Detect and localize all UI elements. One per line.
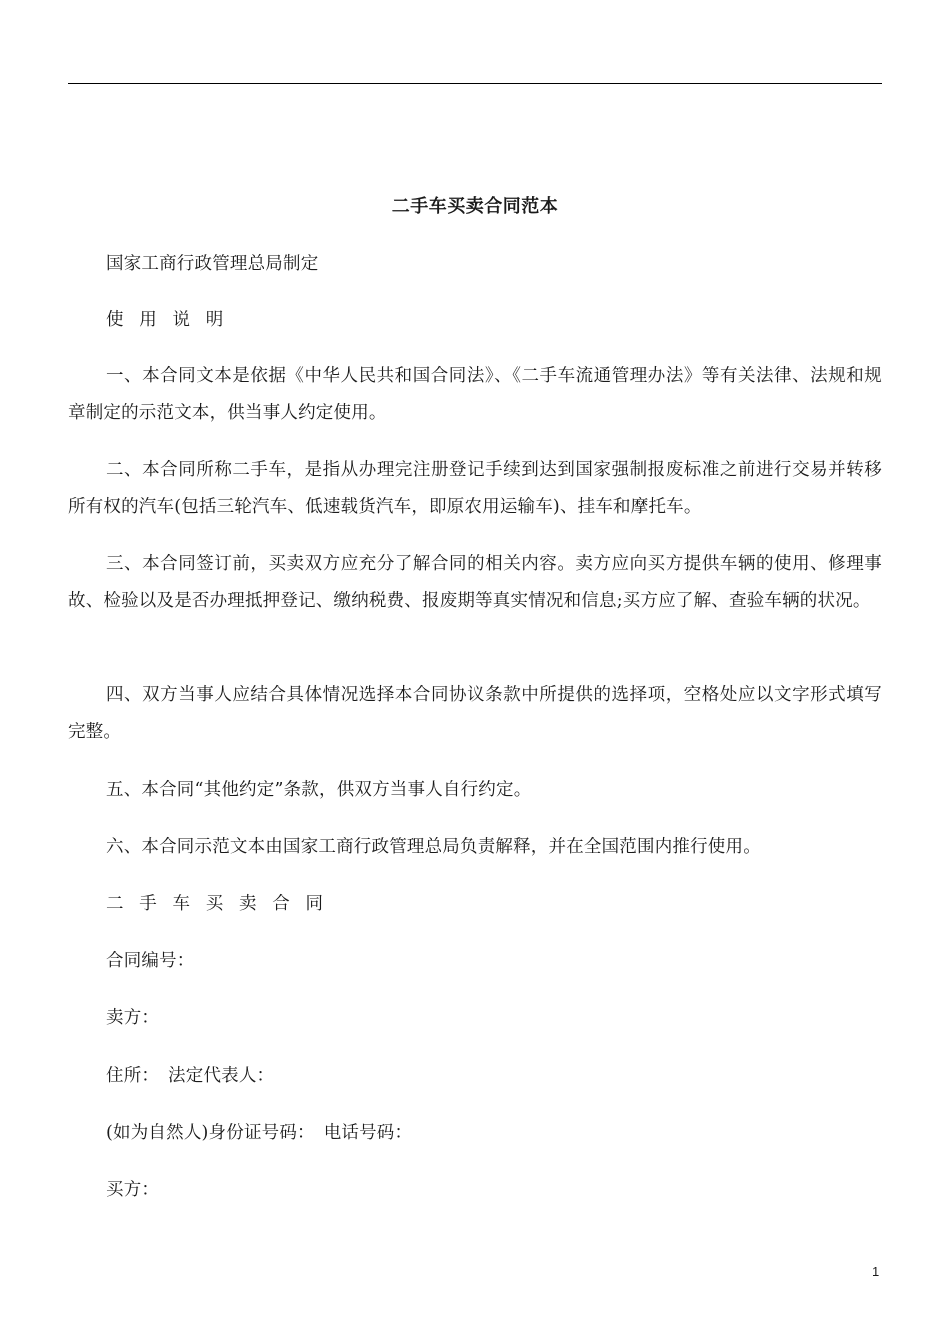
buyer-field: 买方： — [106, 1180, 160, 1200]
document-title: 二手车买卖合同范本 — [391, 196, 559, 217]
page-number: 1 — [872, 1264, 880, 1279]
issuer-line: 国家工商行政管理总局制定 — [106, 254, 319, 274]
instruction-item-6: 六、本合同示范文本由国家工商行政管理总局负责解释，并在全国范围内推行使用。 — [106, 837, 761, 857]
header-rule — [68, 83, 882, 84]
id-phone-field: (如为自然人)身份证号码： 电话号码： — [106, 1123, 413, 1143]
seller-field: 卖方： — [106, 1008, 160, 1028]
contract-heading: 二手车买卖合同 — [106, 894, 339, 914]
address-representative-field: 住所： 法定代表人： — [106, 1066, 275, 1086]
instruction-item-1: 一、本合同文本是依据《中华人民共和国合同法》、《二手车流通管理办法》等有关法律、法规和规章制定的示范文本，供当事人约定使用。 — [68, 366, 882, 423]
contract-number-field: 合同编号： — [106, 951, 195, 971]
instruction-item-4: 四、双方当事人应结合具体情况选择本合同协议条款中所提供的选择项，空格处应以文字形式填写完整。 — [68, 685, 882, 742]
instruction-item-3: 三、本合同签订前，买卖双方应充分了解合同的相关内容。卖方应向买方提供车辆的使用、修理事故、检验以及是否办理抵押登记、缴纳税费、报废期等真实情况和信息;买方应了解、查验车辆的状况。 — [68, 554, 882, 611]
instruction-item-2: 二、本合同所称二手车，是指从办理完注册登记手续到达到国家强制报废标准之前进行交易并转移所有权的汽车(包括三轮汽车、低速载货汽车，即原农用运输车)、挂车和摩托车。 — [68, 460, 882, 517]
instruction-item-5: 五、本合同“其他约定”条款，供双方当事人自行约定。 — [106, 780, 532, 800]
instructions-heading: 使用说明 — [106, 310, 239, 330]
